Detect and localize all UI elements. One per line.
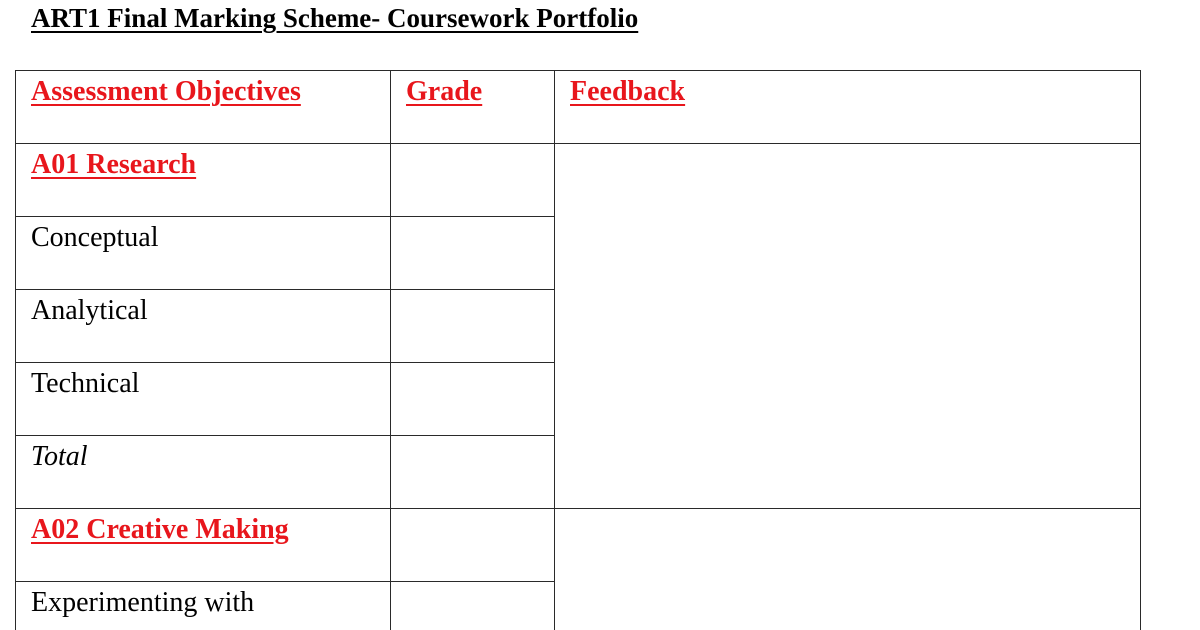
header-cell-feedback [555,71,1141,144]
section-heading-cell [16,144,391,217]
marking-scheme-table [15,70,1141,630]
grade-cell [391,582,555,630]
objective-cell [16,582,391,630]
objective-cell [16,217,391,290]
grade-cell [391,509,555,582]
grade-cell [391,363,555,436]
header-feedback: Feedback [570,76,686,107]
objective-cell [16,436,391,509]
grade-cell [391,144,555,217]
table-row [16,509,1141,582]
objective-technical: Technical [31,368,140,399]
objective-total: Total [31,441,88,472]
header-cell-grade [391,71,555,144]
objective-analytical: Analytical [31,295,148,326]
document-title: ART1 Final Marking Scheme- Coursework Portfolio [31,3,639,33]
feedback-cell-a01 [555,144,1141,509]
section-heading-a02: A02 Creative Making [31,514,289,545]
header-row [16,71,1141,144]
grade-cell [391,436,555,509]
section-heading-a01: A01 Research [31,149,197,180]
header-grade: Grade [406,76,483,107]
header-objectives: Assessment Objectives [31,76,301,107]
objective-experimenting: Experimenting with [31,587,255,618]
grade-cell [391,290,555,363]
objective-conceptual: Conceptual [31,222,159,253]
feedback-cell-a02 [555,509,1141,630]
objective-cell [16,363,391,436]
table-row [16,144,1141,217]
objective-cell [16,290,391,363]
header-cell-objectives [16,71,391,144]
section-heading-cell [16,509,391,582]
grade-cell [391,217,555,290]
